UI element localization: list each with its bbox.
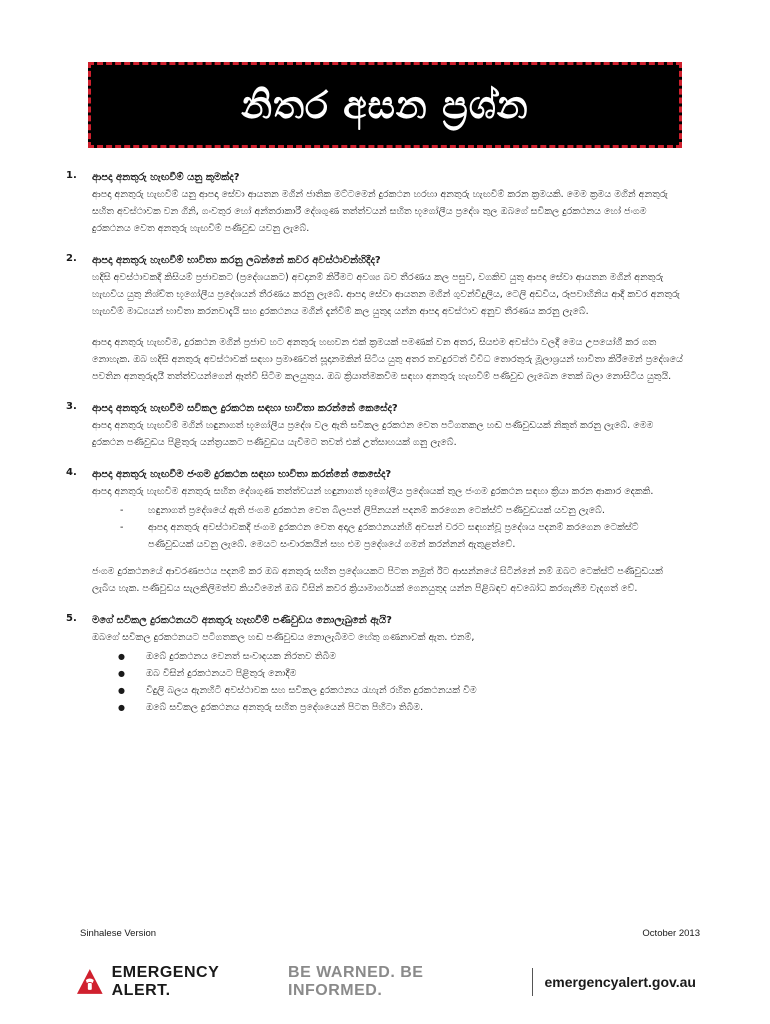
faq-number: 1. xyxy=(66,170,77,181)
dash-list-item: - ආපදා අනතුරු අවස්ථාවකදී ජංගම දුරකථන වෙත අදාල දුරකථනයන්හි අවසන් වරට සඳහන්වූ ප්‍රදේශය පදනම් කරගෙන ටෙක්ස්ට් පණිවුඩයක් යවනු ලැබේ. මෙයට සංචාරකයින් සහ එම ප්‍රදේශයේ ගමන් කරන්නන් ඇතුළත්වේ. xyxy=(120,519,686,553)
faq-item xyxy=(66,170,686,237)
title-banner xyxy=(88,62,682,148)
dash-list-item: - හඳුනාගත් ප්‍රදේශයේ ඇති ජංගම දුරකථන වෙත බිලපත් ලිපිනයන් පදනම් කරගෙන ටෙක්ස්ට් පණිවුඩයක් යවනු ලැබේ. xyxy=(120,502,686,519)
version-label: Sinhalese Version xyxy=(80,928,157,939)
dash-list xyxy=(92,502,686,553)
faq-question: ආපදා අනතුරු හැඟවීම ජංගම දුරකථන සඳහා භාවිතා කරන්නේ කෙසේද? xyxy=(92,469,392,480)
bullet-list-item: ● ඔබේ සවිකල දුරකථනය අනතුරු සහිත ප්‍රදේශයෙන් පිටත පිහිටා තිබීම. xyxy=(118,699,686,716)
faq-body xyxy=(92,401,686,451)
faq-number: 5. xyxy=(66,613,77,624)
faq-body xyxy=(92,170,686,237)
faq-answer-paragraph: ආපදා අනතුරු හැඟවීම අනතුරු සහිත දේශගුණ තත්ත්වයන් හඳුනාගත් භූගෝලීය ප්‍රදේශයක් තුල ජංගම දුරකථන සඳහා ක්‍රියා කරන ආකාර දෙකකි. xyxy=(92,486,654,497)
date-label: October 2013 xyxy=(642,928,700,939)
faq-number: 4. xyxy=(66,467,77,478)
faq-answer-paragraph: ආපදා අනතුරු හැඟවීම් යනු ආපදා සේවා ආයතන මගින් ජාතික මට්ටමෙන් දුරකථන හරහා අනතුරු හැඟවීම් කරන ක්‍රමයකි. මෙම ක්‍රමය මගින් අනතුරු සහිත අවස්ථාවක වන ගිනි, ගංවතුර හෝ අන්තරාකාරී දේශගුණ තත්ත්වයන් සහිත භූගෝලීය ප්‍රදේශ තුල ඔබගේ සවිකල දුරකථනය හෝ ජංගම දුරකථනය වෙත අනතුරු හැඟවීම් පණිවුඩ යවනු ලැබේ. xyxy=(92,189,668,234)
emergency-alert-logo-icon xyxy=(76,968,104,996)
faq-number: 3. xyxy=(66,401,77,412)
faq-question: ආපදා අනතුරු හැඟවීම් යනු කුමක්ද? xyxy=(92,172,240,183)
website-link[interactable]: emergencyalert.gov.au xyxy=(544,974,696,990)
faq-list xyxy=(66,170,686,732)
faq-answer-paragraph: හදිසි අවස්ථාවකදී කිසියම් ප්‍රජාවකට (ප්‍රදේශයකට) අවදානම් කිරීමට අවශ්‍ය බව තීරණය කල පසුව, වගකිව යුතු ආපදා සේවා ආයතන මගින් අනතුරු හැඟවිය යුතු නිශ්චිත භූගෝලීය ප්‍රදේශයන් තීරණය කරනු ලැබේ. ආපදා සේවා ආයතන මගින් ගුවන්විදුලිය, ටෙලි අඩවිය, රූපවාහිනිය ආදී කවර අනතුරු හැඟවීම් මාධ්‍යයන් භාවිතා කරනවාදැයි සහ දුරකථනය මගින් දැන්වීම් කල යුතුද යන්න ආපදා අවස්ථාව අනුව තීරණය කරනු ලැබේ. xyxy=(92,272,680,317)
brand-tagline: BE WARNED. BE INFORMED. xyxy=(288,964,424,999)
faq-number: 2. xyxy=(66,253,77,264)
faq-body xyxy=(92,613,686,716)
brand-divider xyxy=(532,968,533,996)
footer-meta xyxy=(80,928,700,939)
brand-name: EMERGENCY ALERT. xyxy=(111,964,219,999)
faq-answer-paragraph: ඔබගේ සවිකල දුරකථනයට පටිගතකල හඬ පණිවුඩය නොලැබීමට හේතු ගණනාවක් ඇත. එනම්, xyxy=(92,632,475,643)
faq-item xyxy=(66,467,686,597)
faq-answer-paragraph: ආපදා අනතුරු හැඟවීම් මගින් හඳුනාගත් භූගෝලීය ප්‍රදේශ වල ඇති සවිකල දුරකථන වෙත පටිගතකල හඬ පණිවුඩයක් නිකුත් කරනු ලැබේ. මෙම දුරකථන පණිවුඩය පිළිතුරු යන්ත්‍රයකට පණිවුඩය යැවීමට තවත් එක් උත්සාහයක් ගනු ලැබේ. xyxy=(92,420,654,448)
faq-question: ආපදා අනතුරු හැඟවීම සවිකල දුරකථන සඳහා භාවිතා කරන්නේ කෙසේද? xyxy=(92,403,398,414)
faq-question: මගේ සවිකල දුරකථනයට අනතුරු හැඟවීම් පණිවුඩය නොලැබුනේ ඇයි? xyxy=(92,615,392,626)
bullet-list-item: ● ඔබ විසින් දුරකථනයට පිළිතුරු නොදීම xyxy=(118,665,686,682)
faq-answer-paragraph: ජංගම දුරකථනයේ ආවරණපථය පදනම් කර ඔබ අනතුරු සහිත ප්‍රදේශයකට පිටත නමුත් ඊට ආසන්නයේ සිටින්නේ නම් ඔබට ටෙක්ස්ට් පණිවුඩයක් ලැබිය හැක. පණිවුඩය සැලකිලිමත්ව කියවීමෙන් ඔබ විසින් කවර ක්‍රියාමාර්ගයක් ගෙනයුතුද යන්න පිළිබඳව අවබෝධ කරගැනීම වැදගත් වේ. xyxy=(92,566,663,594)
page-title: නිතර අසන ප්‍රශ්න xyxy=(241,82,529,127)
bullet-list-item: ● ඔබේ දුරකථනය වෙනත් සංවාදයක නිරතව තිබීම xyxy=(118,648,686,665)
brand-bar xyxy=(76,962,696,1002)
faq-item xyxy=(66,253,686,385)
bullet-list xyxy=(92,648,686,716)
faq-answer-paragraph: ආපදා අනතුරු හැඟවීම, දුරකථන මගින් ප්‍රජාව හට අනතුරු හඟවන එක් ක්‍රමයක් පමණක් වන අතර, සියළුම අවස්ථා වලදී මෙය උපයෝගී කර ගත නොහැක. ඔබ හදිසි අනතුරු අවස්ථාවක් සඳහා ප්‍රමාණවත් සූදානමකින් සිටිය යුතු අතර තවදුරටත් විවිධ තොරතුරු මූලාශ්‍රයන් භාවිතා කිරීමෙන් ප්‍රදේශයේ පවතින අනතුරුදායී තත්ත්වයන්ගෙන් ඈත්වී සිටීම කලයුතුය. ඔබ ක්‍රියාත්මකවීම සඳහා අනතුරු හැඟවීම් පණිවුඩ ලැබෙන තෙක් බලා නොසිටිය යුතුයි. xyxy=(92,337,683,382)
faq-body xyxy=(92,467,686,597)
faq-item xyxy=(66,613,686,716)
faq-body xyxy=(92,253,686,385)
faq-item xyxy=(66,401,686,451)
faq-question: ආපදා අනතුරු හැඟවීම් භාවිතා කරනු ලබන්නේ කවර අවස්ථාවන්හිදීද? xyxy=(92,255,381,266)
bullet-list-item: ● විදුලි බලය ඇනහිටි අවස්ථාවක සහ සවිකල දුරකථනය රැහැන් රහිත දුරකථනයක් වීම xyxy=(118,682,686,699)
